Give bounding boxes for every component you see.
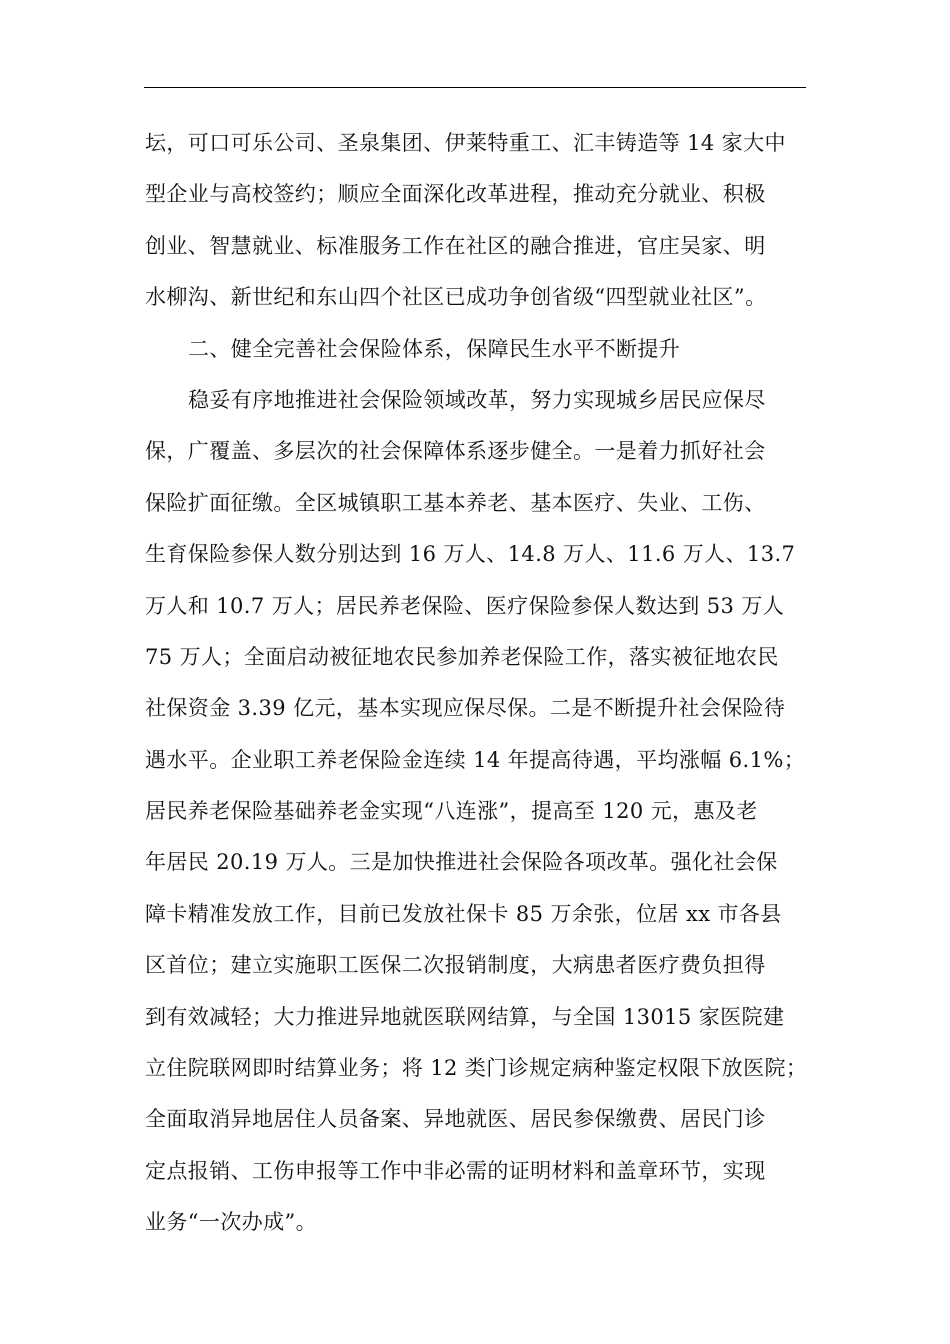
text-line: 全面取消异地居住人员备案、异地就医、居民参保缴费、居民门诊 bbox=[145, 1107, 766, 1132]
text-line: 到有效减轻；大力推进异地就医联网结算，与全国 13015 家医院建 bbox=[145, 1004, 785, 1029]
text-line: 区首位；建立实施职工医保二次报销制度，大病患者医疗费负担得 bbox=[145, 953, 766, 978]
header-rule bbox=[144, 87, 806, 88]
text-line: 创业、智慧就业、标准服务工作在社区的融合推进，官庄吴家、明 bbox=[145, 233, 766, 258]
section-heading: 二、健全完善社会保险体系，保障民生水平不断提升 bbox=[188, 336, 681, 361]
text-line: 水柳沟、新世纪和东山四个社区已成功争创省级“四型就业社区”。 bbox=[145, 285, 767, 310]
text-line: 万人和 10.7 万人；居民养老保险、医疗保险参保人数达到 53 万人 bbox=[145, 593, 785, 618]
text-line: 保险扩面征缴。全区城镇职工基本养老、基本医疗、失业、工伤、 bbox=[145, 490, 766, 515]
text-line: 居民养老保险基础养老金实现“八连涨”，提高至 120 元，惠及老 bbox=[145, 799, 758, 824]
text-line: 年居民 20.19 万人。三是加快推进社会保险各项改革。强化社会保 bbox=[145, 850, 778, 875]
text-line: 业务“一次办成”。 bbox=[145, 1210, 318, 1235]
text-line: 立住院联网即时结算业务；将 12 类门诊规定病种鉴定权限下放医院； bbox=[145, 1056, 808, 1081]
document-body bbox=[145, 118, 825, 1249]
text-line: 稳妥有序地推进社会保险领域改革，努力实现城乡居民应保尽 bbox=[188, 387, 766, 412]
text-line: 障卡精准发放工作，目前已发放社保卡 85 万余张，位居 xx 市各县 bbox=[145, 901, 782, 926]
text-line: 保，广覆盖、多层次的社会保障体系逐步健全。一是着力抓好社会 bbox=[145, 439, 766, 464]
text-line: 生育保险参保人数分别达到 16 万人、14.8 万人、11.6 万人、13.7 bbox=[145, 542, 796, 567]
text-line: 遇水平。企业职工养老保险金连续 14 年提高待遇，平均涨幅 6.1%； bbox=[145, 747, 806, 772]
text-line: 75 万人；全面启动被征地农民参加养老保险工作，落实被征地农民 bbox=[145, 644, 779, 669]
text-line: 坛，可口可乐公司、圣泉集团、伊莱特重工、汇丰铸造等 14 家大中 bbox=[145, 131, 786, 155]
text-line: 社保资金 3.39 亿元，基本实现应保尽保。二是不断提升社会保险待 bbox=[145, 696, 786, 721]
text-line: 型企业与高校签约；顺应全面深化改革进程，推动充分就业、积极 bbox=[145, 182, 766, 207]
text-line: 定点报销、工伤申报等工作中非必需的证明材料和盖章环节，实现 bbox=[145, 1158, 766, 1183]
